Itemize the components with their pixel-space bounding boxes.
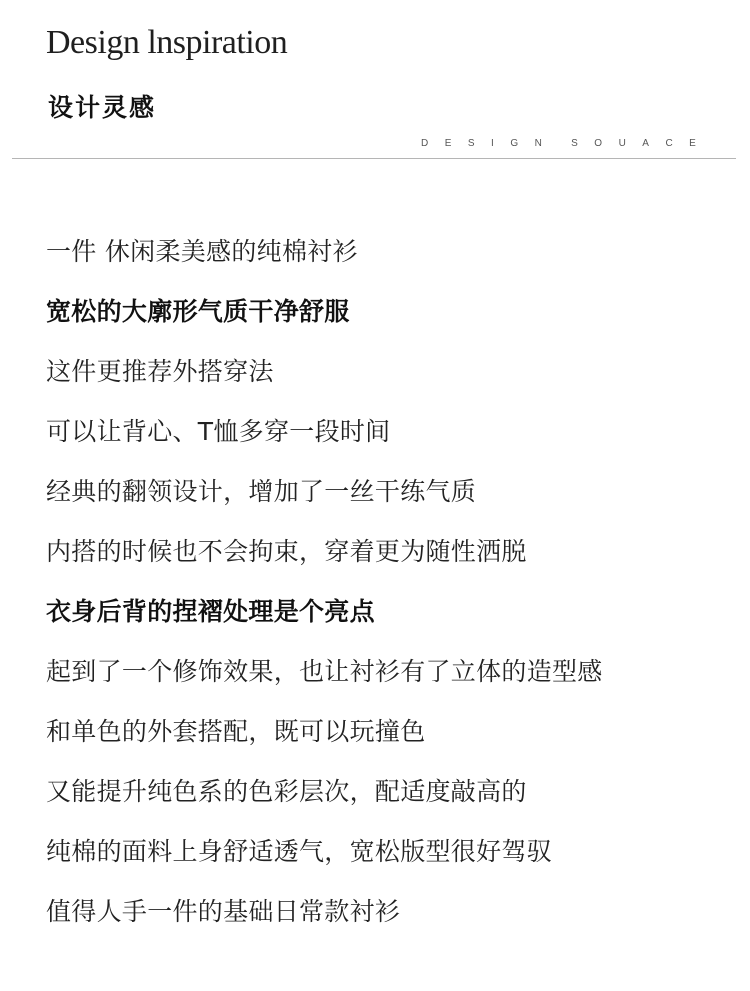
text-line: 经典的翻领设计，增加了一丝干练气质 <box>46 477 477 506</box>
text-line: 起到了一个修饰效果，也让衬衫有了立体的造型感 <box>46 657 603 686</box>
text-line: 和单色的外套搭配，既可以玩撞色 <box>46 717 426 746</box>
description-text <box>46 232 603 952</box>
text-line: 宽松的大廓形气质干净舒服 <box>46 297 350 326</box>
tagline-left: DESIGN <box>421 138 559 149</box>
text-line: 内搭的时候也不会拘束，穿着更为随性洒脱 <box>46 537 527 566</box>
title-chinese: 设计灵感 <box>48 93 157 122</box>
text-line: 可以让背心、T恤多穿一段时间 <box>46 417 391 446</box>
text-line: 一件 休闲柔美感的纯棉衬衫 <box>46 237 358 266</box>
text-line: 值得人手一件的基础日常款衬衫 <box>46 897 401 926</box>
text-line: 这件更推荐外搭穿法 <box>46 357 274 386</box>
divider-line <box>12 158 736 159</box>
text-line: 又能提升纯色系的色彩层次，配适度敲高的 <box>46 777 527 806</box>
tagline-right: SOUACE <box>571 138 713 149</box>
text-line: 衣身后背的捏褶处理是个亮点 <box>46 597 375 626</box>
tagline <box>421 138 712 149</box>
text-line: 纯棉的面料上身舒适透气，宽松版型很好驾驭 <box>46 837 553 866</box>
title-english: Design lnspiration <box>46 24 288 61</box>
